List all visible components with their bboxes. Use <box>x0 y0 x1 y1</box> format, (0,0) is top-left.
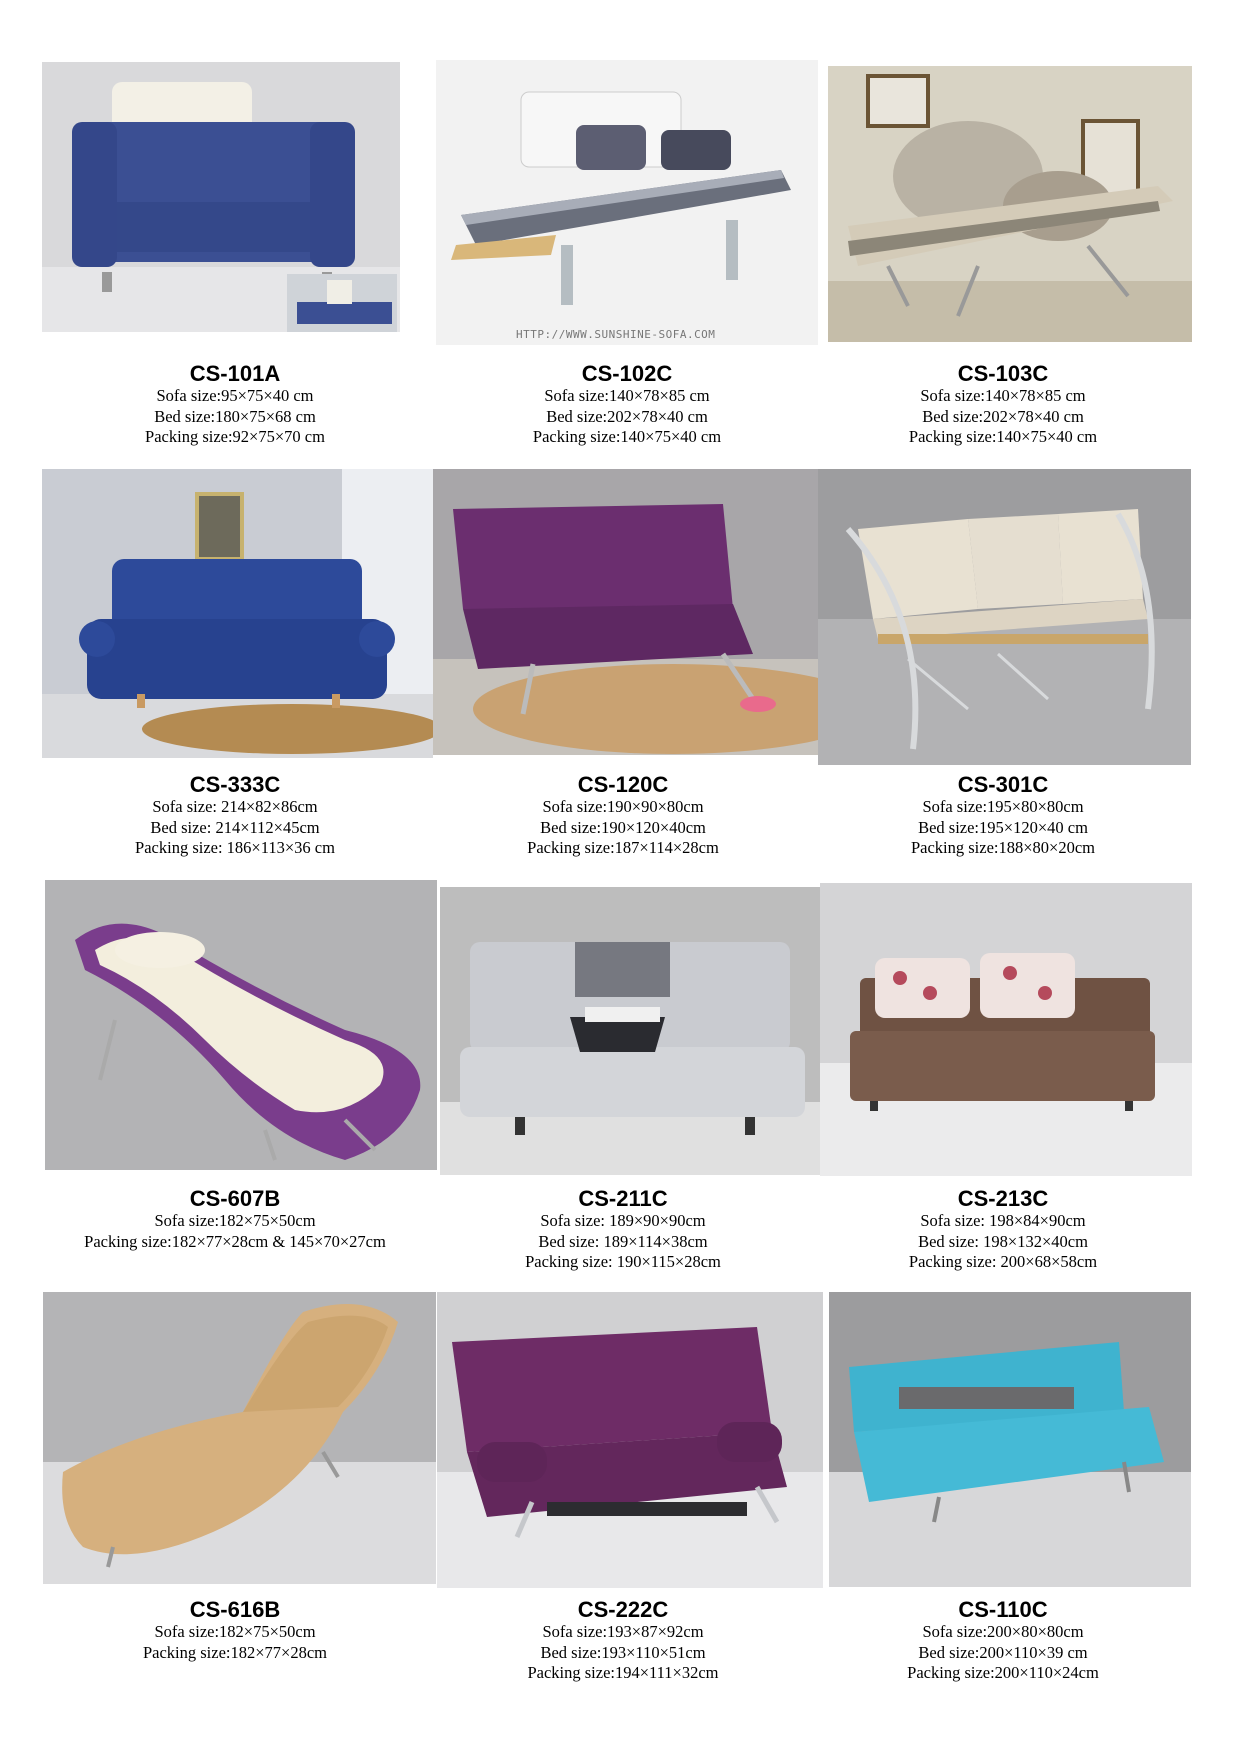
bed-size: Bed size: 189×114×38cm <box>538 1231 708 1251</box>
product-photo-cs-607b <box>45 880 437 1170</box>
packing-size: Packing size:182×77×28cm & 145×70×27cm <box>84 1231 386 1251</box>
packing-size: Packing size:194×111×32cm <box>527 1663 719 1682</box>
sofa-size: Sofa size:193×87×92cm <box>542 1622 704 1641</box>
product-caption <box>433 1597 813 1684</box>
product-caption <box>45 361 425 448</box>
product-caption <box>433 772 813 859</box>
product-caption <box>433 1186 813 1273</box>
model-number: CS-301C <box>957 772 1049 797</box>
sofa-size: Sofa size:182×75×50cm <box>154 1211 316 1230</box>
bed-size: Bed size:195×120×40 cm <box>918 817 1088 837</box>
product-photo-cs-211c <box>440 887 826 1175</box>
packing-size: Packing size: 200×68×58cm <box>908 1252 1098 1271</box>
packing-size: Packing size:187×114×28cm <box>527 838 719 857</box>
product-caption <box>437 361 817 448</box>
packing-size: Packing size: 190×115×28cm <box>525 1252 721 1271</box>
product-caption <box>813 361 1193 448</box>
model-number: CS-211C <box>578 1186 668 1211</box>
sofa-size: Sofa size: 198×84×90cm <box>920 1211 1086 1230</box>
product-photo-cs-213c <box>820 883 1192 1176</box>
product-photo-cs-616b <box>43 1292 436 1584</box>
model-number: CS-213C <box>957 1186 1049 1211</box>
product-photo-cs-333c <box>42 469 433 758</box>
website-watermark: HTTP://WWW.SUNSHINE-SOFA.COM <box>516 328 716 341</box>
packing-size: Packing size:188×80×20cm <box>910 838 1096 857</box>
product-caption <box>45 1186 425 1252</box>
product-photo-cs-102c <box>436 60 818 345</box>
bed-size: Bed size:200×110×39 cm <box>918 1642 1088 1662</box>
sofa-size: Sofa size:195×80×80cm <box>922 797 1084 816</box>
product-photo-cs-101a <box>42 62 400 332</box>
bed-size: Bed size:202×78×40 cm <box>546 406 708 426</box>
sofa-size: Sofa size:140×78×85 cm <box>920 386 1086 405</box>
product-caption <box>813 1186 1193 1273</box>
bed-size: Bed size:202×78×40 cm <box>922 406 1084 426</box>
bed-size: Bed size: 198×132×40cm <box>918 1231 1088 1251</box>
product-photo-cs-120c <box>433 469 822 755</box>
model-number: CS-102C <box>581 361 673 386</box>
model-number: CS-103C <box>957 361 1049 386</box>
bed-size: Bed size:193×110×51cm <box>540 1642 706 1662</box>
sofa-size: Sofa size: 214×82×86cm <box>152 797 318 816</box>
bed-size: Bed size: 214×112×45cm <box>150 817 320 837</box>
sofa-size: Sofa size:140×78×85 cm <box>544 386 710 405</box>
model-number: CS-616B <box>189 1597 281 1622</box>
sofa-size: Sofa size:200×80×80cm <box>922 1622 1084 1641</box>
packing-size: Packing size:140×75×40 cm <box>908 427 1098 446</box>
model-number: CS-120C <box>577 772 669 797</box>
model-number: CS-222C <box>577 1597 669 1622</box>
packing-size: Packing size:92×75×70 cm <box>145 427 325 446</box>
model-number: CS-607B <box>189 1186 281 1211</box>
bed-size: Bed size:180×75×68 cm <box>154 406 316 426</box>
packing-size: Packing size:182×77×28cm <box>142 1642 328 1662</box>
bed-size: Bed size:190×120×40cm <box>540 817 706 837</box>
model-number: CS-333C <box>189 772 281 797</box>
product-caption <box>45 1597 425 1663</box>
product-photo-cs-301c <box>818 469 1191 765</box>
model-number: CS-110C <box>958 1597 1048 1622</box>
sofa-size: Sofa size:95×75×40 cm <box>156 386 314 405</box>
sofa-size: Sofa size: 189×90×90cm <box>540 1211 706 1230</box>
sofa-size: Sofa size:190×90×80cm <box>542 797 704 816</box>
product-photo-cs-103c <box>828 66 1192 342</box>
model-number: CS-101A <box>189 361 281 386</box>
packing-size: Packing size: 186×113×36 cm <box>135 838 335 857</box>
product-caption <box>813 1597 1193 1684</box>
product-caption <box>813 772 1193 859</box>
product-photo-cs-222c <box>437 1292 823 1588</box>
product-caption <box>45 772 425 859</box>
sofa-size: Sofa size:182×75×50cm <box>154 1622 316 1641</box>
product-photo-cs-110c <box>829 1292 1191 1587</box>
packing-size: Packing size:200×110×24cm <box>907 1663 1099 1682</box>
packing-size: Packing size:140×75×40 cm <box>532 427 722 446</box>
